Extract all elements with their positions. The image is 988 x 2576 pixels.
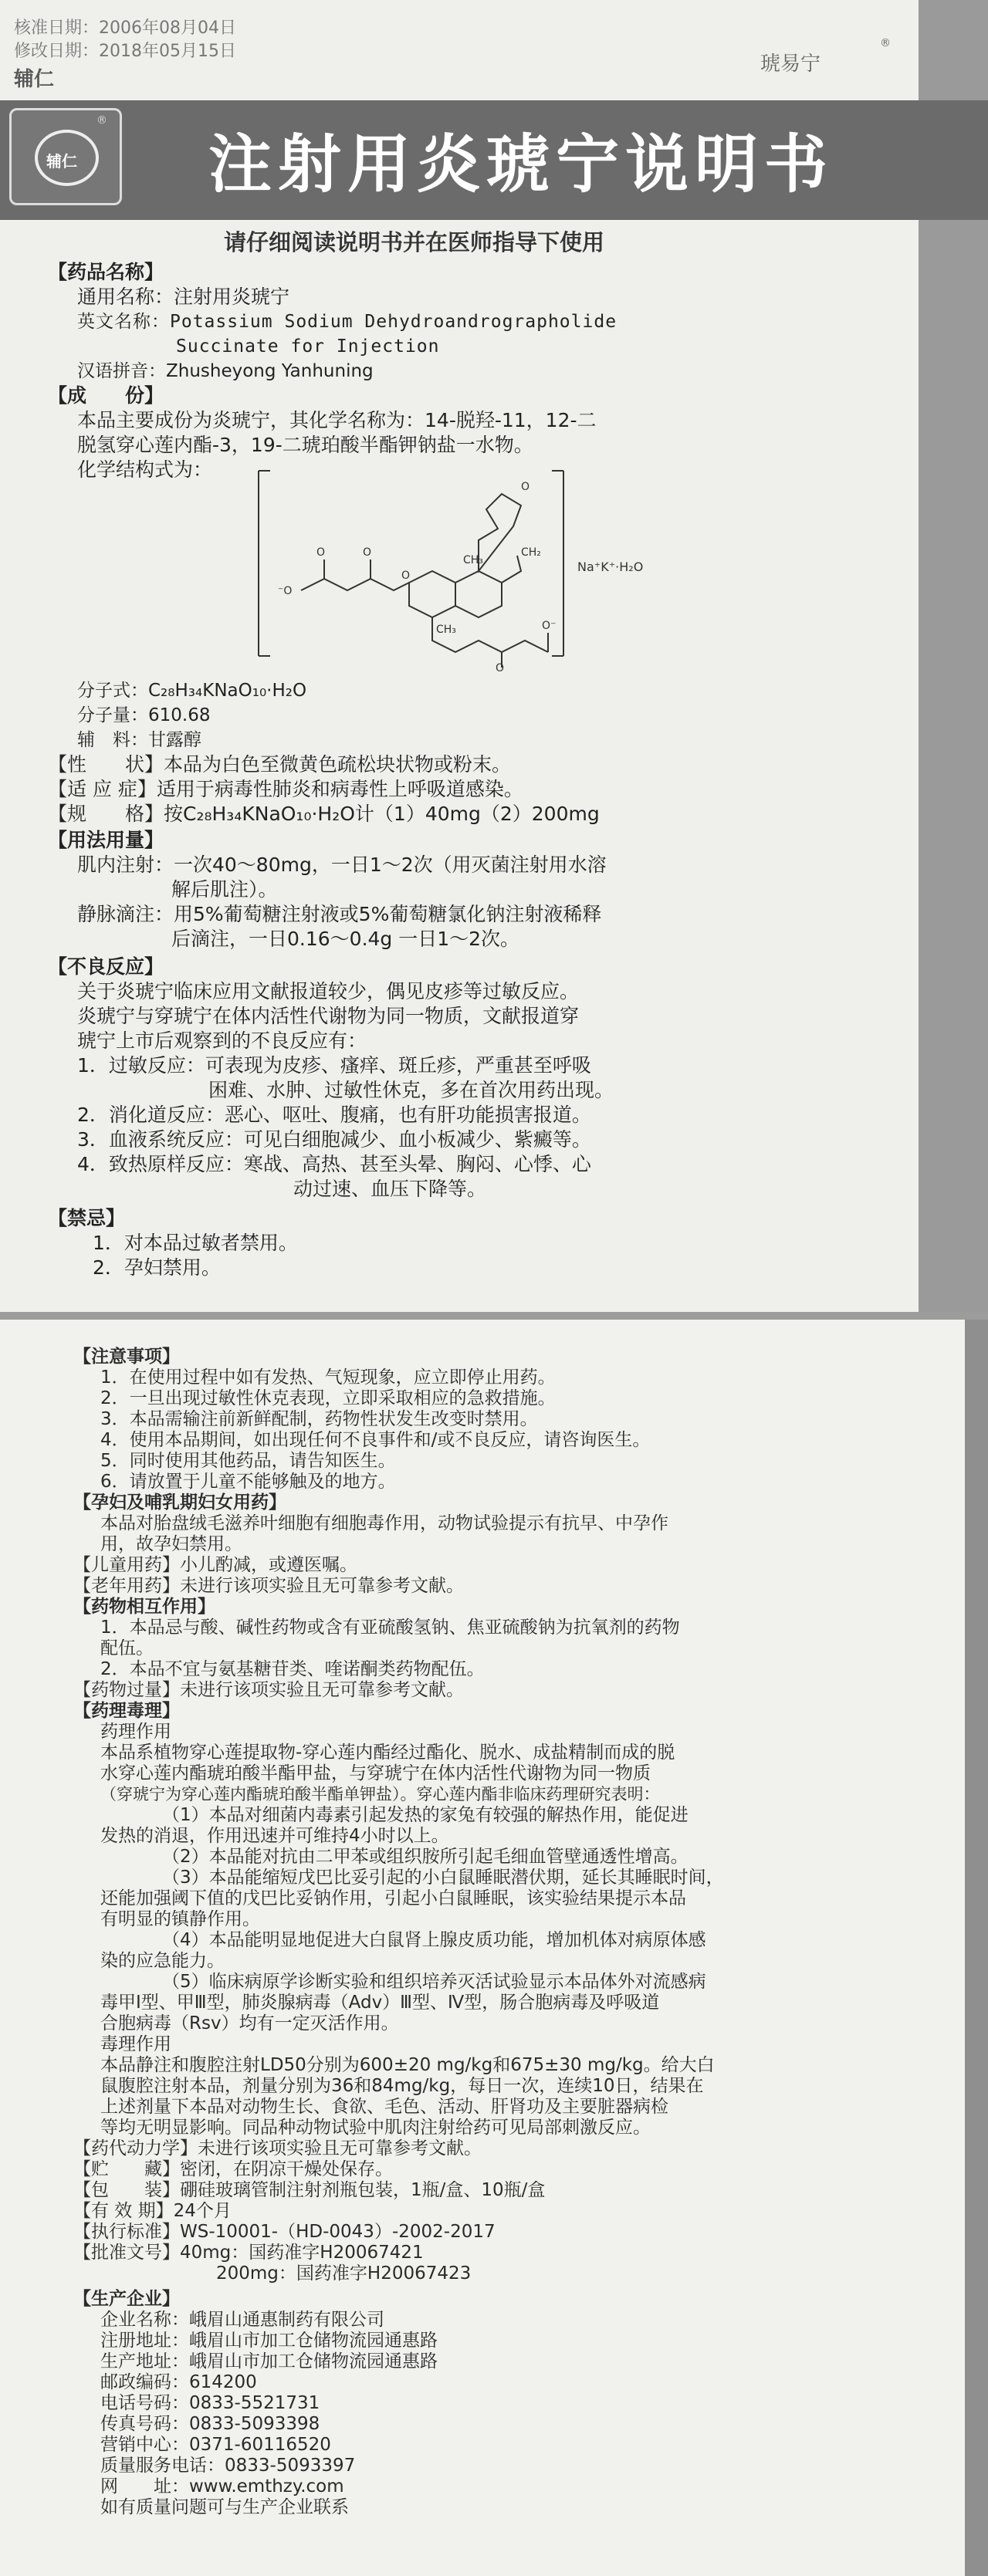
revision-date: 修改日期：2018年05月15日 <box>14 42 236 61</box>
english-name-1: 英文名称：Potassium Sodium Dehydroandrographolide <box>77 312 618 332</box>
pharm-line-1: 本品系植物穿心莲提取物-穿心莲内酯经过酯化、脱水、成盐精制而成的脱 <box>100 1743 675 1763</box>
section-adverse-heading: 【不良反应】 <box>48 955 164 978</box>
approval-date: 核准日期：2006年08月04日 <box>14 19 236 38</box>
usage-iv-1: 静脉滴注：用5%葡萄糖注射液或5%葡萄糖氯化钠注射液稀释 <box>77 903 602 925</box>
tox-line-1: 本品静注和腹腔注射LD50分别为600±20 mg/kg和675±30 mg/kg。给大白 <box>100 2055 715 2075</box>
pharm-line-12: （5）临床病原学诊断实验和组织培养灭活试验显示本品体外对流感病 <box>162 1972 706 1992</box>
tox-line-4: 等均无明显影响。同品种动物试验中肌肉注射给药可见局部刺激反应。 <box>100 2118 651 2138</box>
adverse-line-1: 关于炎琥宁临床应用文献报道较少，偶见皮疹等过敏反应。 <box>77 980 580 1002</box>
svg-text:O: O <box>496 662 505 671</box>
quality-contact-note: 如有质量问题可与生产企业联系 <box>100 2497 349 2517</box>
character-line: 【性 状】本品为白色至微黄色疏松块状物或粉末。 <box>48 753 512 776</box>
adverse-line-3: 琥宁上市后观察到的不良反应有： <box>77 1029 367 1052</box>
interaction-line-1: 1．本品忌与酸、碱性药物或含有亚硫酸氢钠、焦亚硫酸钠为抗氧剂的药物 <box>100 1618 680 1638</box>
section-pregnancy-heading: 【孕妇及哺乳期妇女用药】 <box>73 1493 286 1513</box>
standard-line: 【执行标准】WS-10001-（HD-0043）-2002-2017 <box>73 2222 496 2242</box>
adverse-line-5: 困难、水肿、过敏性休克，多在首次用药出现。 <box>208 1079 614 1101</box>
website: 网 址：www.emthzy.com <box>100 2476 344 2497</box>
pediatric-line: 【儿童用药】小儿酌减，或遵医嘱。 <box>73 1555 357 1575</box>
precaution-2: 2．一旦出现过敏性休克表现，立即采取相应的急救措施。 <box>100 1388 556 1408</box>
phone-number: 电话号码：0833-5521731 <box>100 2393 320 2413</box>
section-interaction-heading: 【药物相互作用】 <box>73 1597 215 1617</box>
production-address: 生产地址：峨眉山市加工仓储物流园通惠路 <box>100 2351 438 2371</box>
section-pharmtox-heading: 【药理毒理】 <box>73 1701 180 1721</box>
pharm-line-8: 还能加强阈下值的戊巴比妥钠作用，引起小白鼠睡眠，该实验结果提示本品 <box>100 1888 686 1908</box>
tox-line-3: 上述剂量下本品对动物生长、食欲、毛色、活动、肝肾功及主要脏器病检 <box>100 2097 668 2117</box>
adverse-line-2: 炎琥宁与穿琥宁在体内活性代谢物为同一物质，文献报道穿 <box>77 1005 580 1027</box>
contra-line-1: 1．对本品过敏者禁用。 <box>93 1232 298 1254</box>
contra-line-2: 2．孕妇禁用。 <box>93 1256 221 1279</box>
toxicology-subheading: 毒理作用 <box>100 2034 171 2054</box>
section-drug-name-heading: 【药品名称】 <box>48 261 164 283</box>
molecular-formula: 分子式：C₂₈H₃₄KNaO₁₀·H₂O <box>77 681 307 701</box>
svg-text:O⁻: O⁻ <box>542 620 557 632</box>
section-contra-heading: 【禁忌】 <box>48 1207 126 1229</box>
sales-center-phone: 营销中心：0371-60116520 <box>100 2435 331 2455</box>
geriatric-line: 【老年用药】未进行该项实验且无可靠参考文献。 <box>73 1576 464 1596</box>
adverse-line-9: 动过速、血压下降等。 <box>293 1178 487 1200</box>
molecular-weight: 分子量：610.68 <box>77 705 211 725</box>
english-name-2: Succinate for Injection <box>176 336 440 357</box>
document-title: 注射用炎琥宁说明书 <box>208 128 834 201</box>
document-subtitle: 请仔细阅读说明书并在医师指导下使用 <box>224 229 605 255</box>
precaution-3: 3．本品需输注前新鲜配制，药物性状发生改变时禁用。 <box>100 1409 538 1429</box>
chemical-structure-diagram <box>255 455 718 671</box>
excipient: 辅 料：甘露醇 <box>77 730 201 750</box>
pharm-line-4: （1）本品对细菌内毒素引起发热的家兔有较强的解热作用，能促进 <box>162 1805 689 1825</box>
fax-number: 传真号码：0833-5093398 <box>100 2414 320 2434</box>
precaution-1: 1．在使用过程中如有发热、气短现象，应立即停止用药。 <box>100 1367 556 1388</box>
pregnancy-line-1: 本品对胎盘绒毛滋养叶细胞有细胞毒作用，动物试验提示有抗早、中孕作 <box>100 1513 668 1533</box>
svg-text:O: O <box>401 570 411 582</box>
generic-name: 通用名称：注射用炎琥宁 <box>77 286 290 308</box>
pregnancy-line-2: 用，故孕妇禁用。 <box>100 1534 242 1554</box>
indication-line: 【适 应 症】适用于病毒性肺炎和病毒性上呼吸道感染。 <box>48 778 523 800</box>
approval-number-2: 200mg：国药准字H20067423 <box>216 2263 472 2284</box>
pharm-line-5: 发热的消退，作用迅速并可维持4小时以上。 <box>100 1826 449 1846</box>
pharm-line-13: 毒甲Ⅰ型、甲Ⅲ型，肺炎腺病毒（Adv）Ⅲ型、Ⅳ型，肠合胞病毒及呼吸道 <box>100 1993 660 2013</box>
composition-line-2: 脱氢穿心莲内酯-3，19-二琥珀酸半酯钾钠盐一水物。 <box>77 434 533 456</box>
svg-text:O: O <box>521 481 530 493</box>
dates-block <box>14 17 236 63</box>
precaution-5: 5．同时使用其他药品，请告知医生。 <box>100 1451 396 1471</box>
brand-name-right: 琥易宁 <box>760 52 821 76</box>
interaction-line-2: 配伍。 <box>100 1638 154 1658</box>
pharm-line-2: 水穿心莲内酯琥珀酸半酯甲盐，与穿琥宁在体内活性代谢物为同一物质 <box>100 1763 651 1783</box>
usage-im-2: 解后肌注）。 <box>171 878 278 901</box>
adverse-line-6: 2．消化道反应：恶心、呕吐、腹痛，也有肝功能损害报道。 <box>77 1104 591 1126</box>
interaction-line-3: 2．本品不宜与氨基糖苷类、喹诺酮类药物配伍。 <box>100 1659 485 1679</box>
adverse-line-4: 1．过敏反应：可表现为皮疹、瘙痒、斑丘疹，严重甚至呼吸 <box>77 1054 591 1077</box>
counter-ion-label: Na⁺K⁺·H₂O <box>577 559 644 574</box>
brand-name-left: 辅仁 <box>14 68 55 91</box>
quality-service-phone: 质量服务电话：0833-5093397 <box>100 2456 356 2476</box>
manufacturer-name: 企业名称：峨眉山通惠制药有限公司 <box>100 2310 384 2330</box>
pharm-line-3: （穿琥宁为穿心莲内酯琥珀酸半酯单钾盐）。穿心莲内酯非临床药理研究表明： <box>100 1785 660 1804</box>
pharm-line-14: 合胞病毒（Rsv）均有一定灭活作用。 <box>100 2013 399 2033</box>
svg-text:CH₂: CH₂ <box>521 546 541 559</box>
fold-gap <box>0 1312 988 1320</box>
registered-mark: ® <box>880 37 891 49</box>
pharm-line-6: （2）本品能对抗由二甲苯或组织胺所引起毛细血管壁通透性增高。 <box>162 1847 689 1867</box>
usage-im-1: 肌内注射：一次40～80mg，一日1～2次（用灭菌注射用水溶 <box>77 854 607 876</box>
section-precautions-heading: 【注意事项】 <box>73 1347 180 1367</box>
tox-line-2: 鼠腹腔注射本品，剂量分别为36和84mg/kg，每日一次，连续10日，结果在 <box>100 2076 704 2096</box>
adverse-line-8: 4．致热原样反应：寒战、高热、甚至头晕、胸闷、心悸、心 <box>77 1153 591 1175</box>
precaution-4: 4．使用本品期间，如出现任何不良事件和/或不良反应，请咨询医生。 <box>100 1430 651 1450</box>
pharmacology-subheading: 药理作用 <box>100 1722 171 1742</box>
section-manufacturer-heading: 【生产企业】 <box>73 2289 180 2309</box>
postal-code: 邮政编码：614200 <box>100 2372 257 2392</box>
overdose-line: 【药物过量】未进行该项实验且无可靠参考文献。 <box>73 1680 464 1700</box>
usage-iv-2: 后滴注，一日0.16～0.4g 一日1～2次。 <box>171 928 520 950</box>
section-composition-heading: 【成 份】 <box>48 384 164 407</box>
spec-line: 【规 格】按C₂₈H₃₄KNaO₁₀·H₂O计（1）40mg（2）200mg <box>48 803 600 825</box>
approval-number-1: 【批准文号】40mg：国药准字H20067421 <box>73 2243 424 2263</box>
svg-text:⁻O: ⁻O <box>278 585 293 597</box>
logo-registered-mark: ® <box>96 114 107 127</box>
validity-line: 【有 效 期】24个月 <box>73 2201 232 2221</box>
svg-text:O: O <box>363 546 372 559</box>
adverse-line-7: 3．血液系统反应：可见白细胞减少、血小板减少、紫癜等。 <box>77 1128 591 1151</box>
svg-text:O: O <box>316 546 326 559</box>
precaution-6: 6．请放置于儿童不能够触及的地方。 <box>100 1472 396 1492</box>
section-usage-heading: 【用法用量】 <box>48 829 164 851</box>
pharm-line-10: （4）本品能明显地促进大白鼠肾上腺皮质功能，增加机体对病原体感 <box>162 1930 706 1950</box>
composition-line-3: 化学结构式为： <box>77 458 213 481</box>
pharmacokinetics-line: 【药代动力学】未进行该项实验且无可靠参考文献。 <box>73 2138 482 2158</box>
pharm-line-7: （3）本品能缩短戊巴比妥引起的小白鼠睡眠潜伏期，延长其睡眠时间， <box>162 1868 724 1888</box>
package-line: 【包 装】硼硅玻璃管制注射剂瓶包装，1瓶/盒、10瓶/盒 <box>73 2180 546 2200</box>
pinyin-name: 汉语拼音：Zhusheyong Yanhuning <box>77 361 374 381</box>
registered-address: 注册地址：峨眉山市加工仓储物流园通惠路 <box>100 2331 438 2351</box>
svg-text:CH₃: CH₃ <box>436 624 456 636</box>
svg-text:CH₃: CH₃ <box>463 554 483 566</box>
pharm-line-11: 染的应急能力。 <box>100 1951 225 1971</box>
composition-line-1: 本品主要成份为炎琥宁，其化学名称为：14-脱羟-11，12-二 <box>77 409 597 431</box>
pharm-line-9: 有明显的镇静作用。 <box>100 1909 260 1929</box>
storage-line: 【贮 藏】密闭，在阴凉干燥处保存。 <box>73 2159 393 2179</box>
logo-text: 辅仁 <box>46 152 77 171</box>
